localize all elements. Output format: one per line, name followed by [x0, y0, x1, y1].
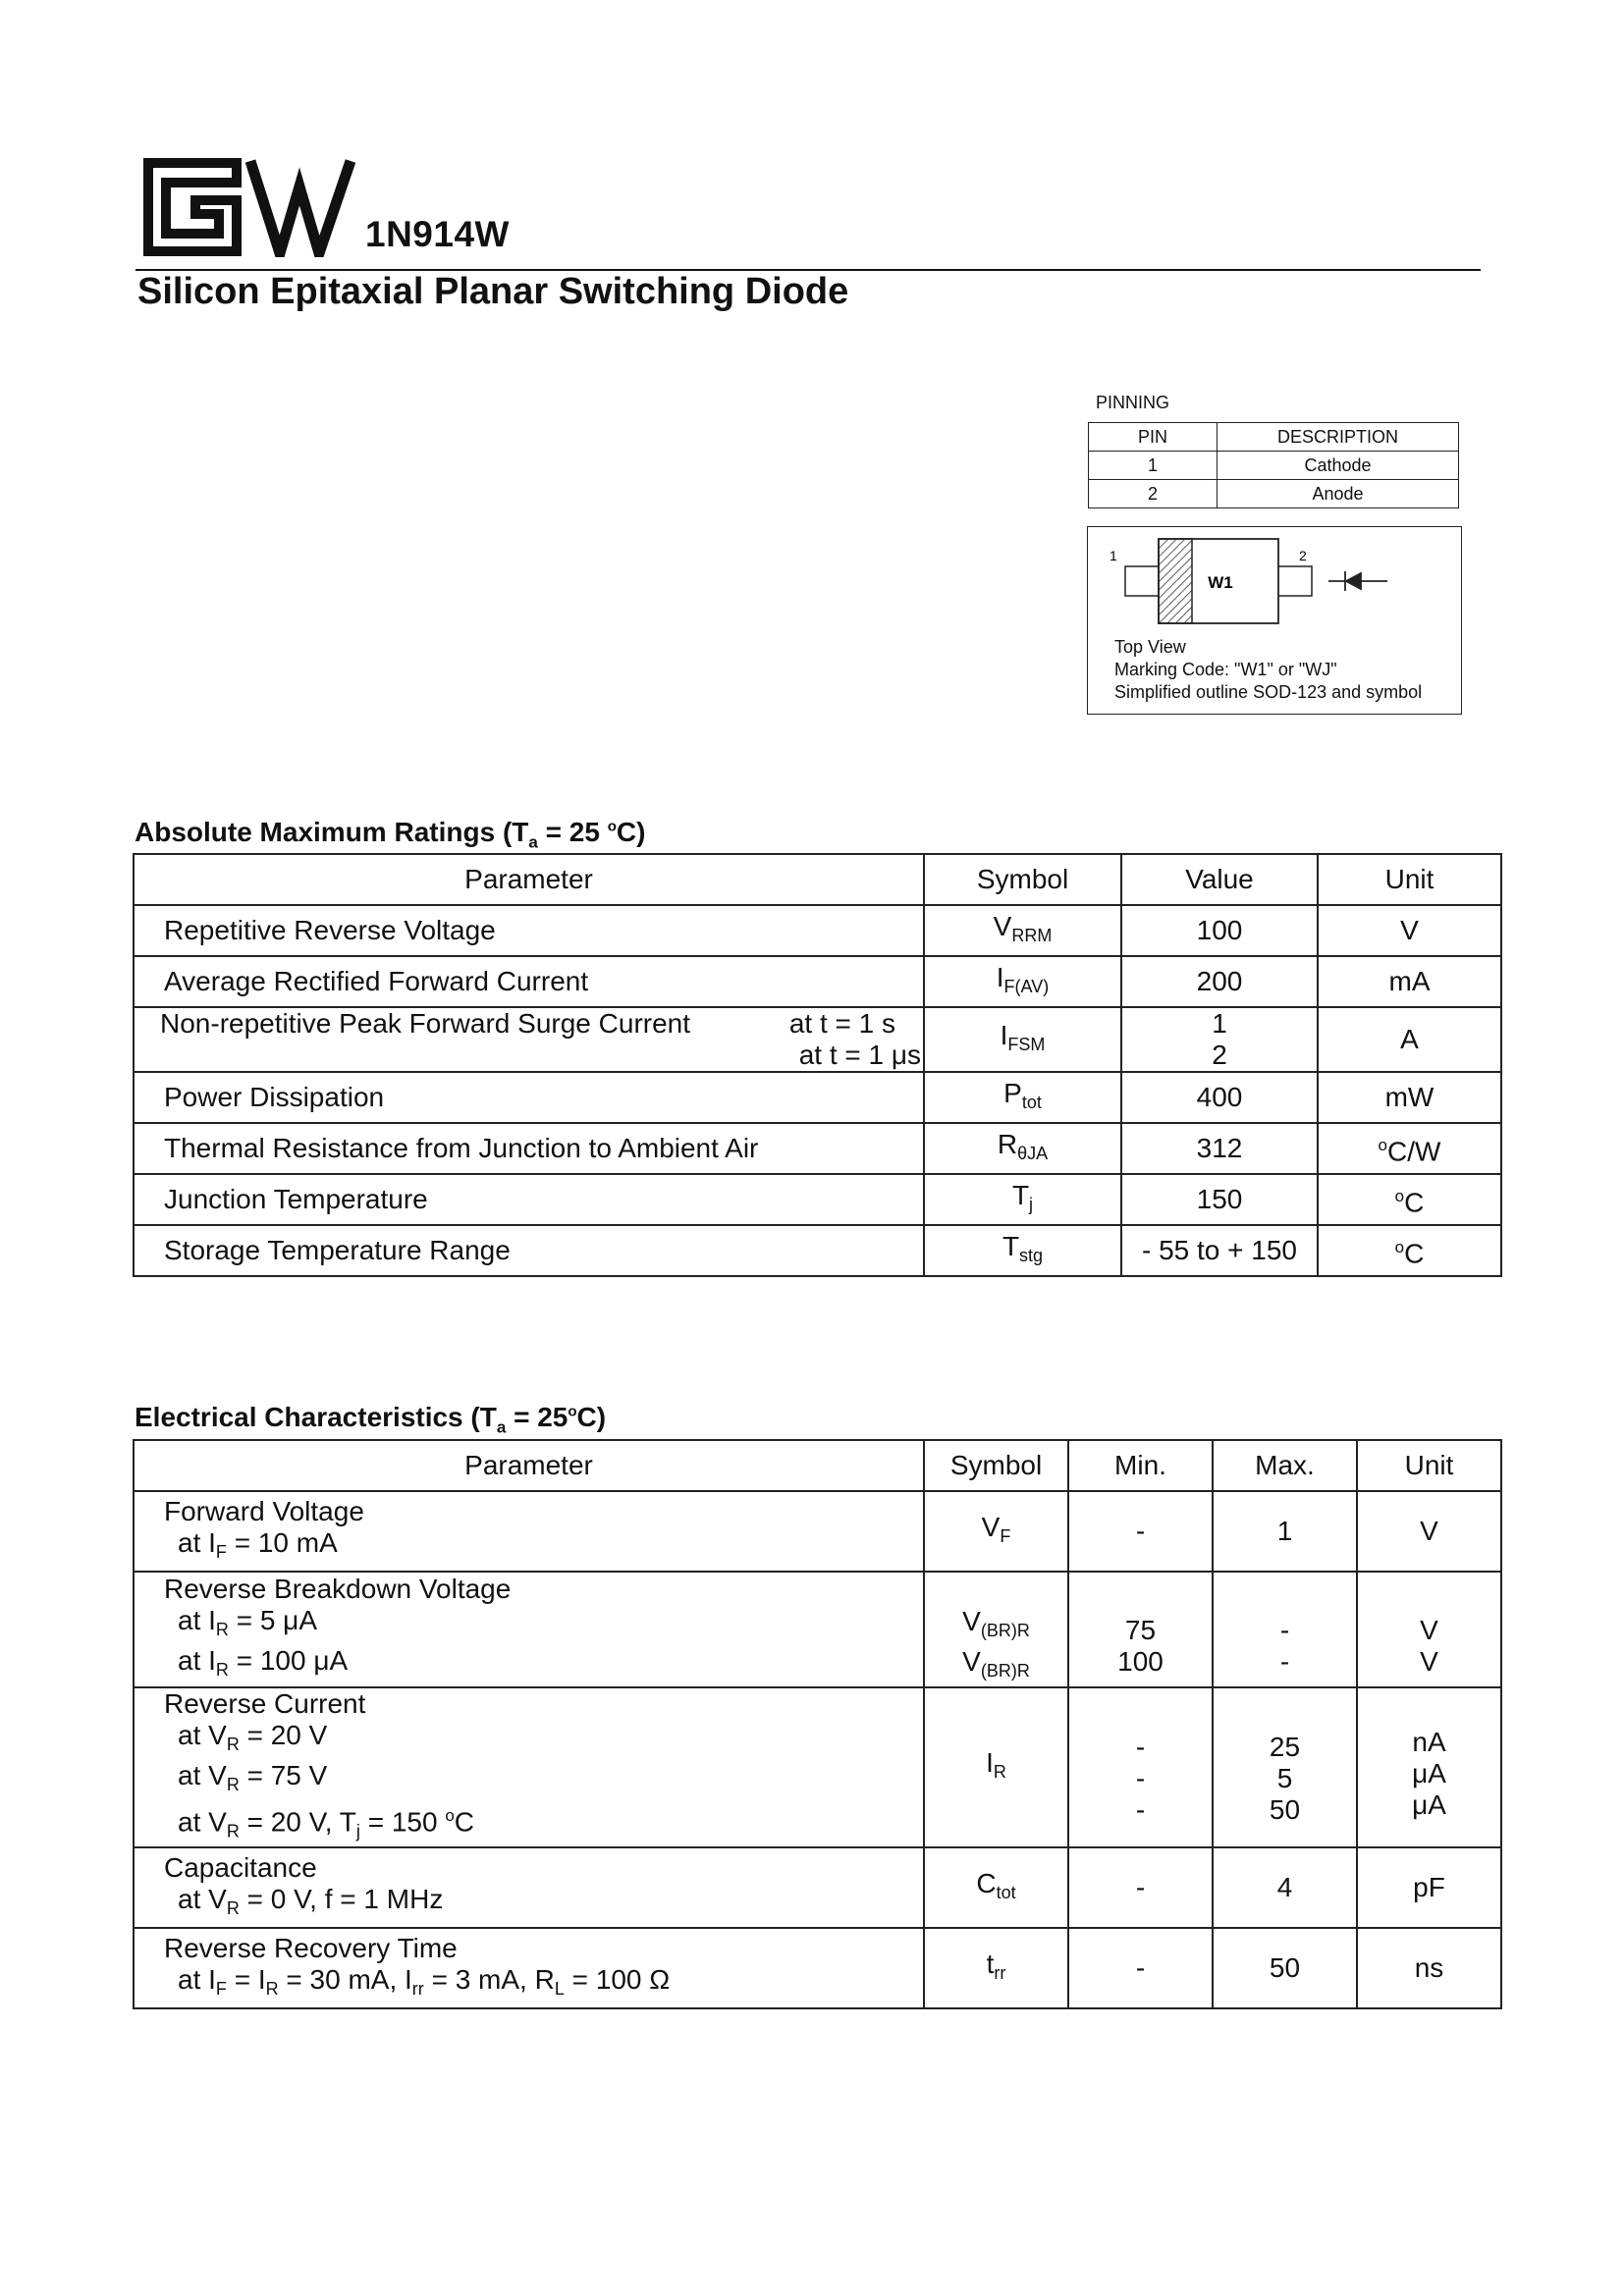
amr-table: [133, 853, 1502, 1277]
pin-header: PIN: [1089, 423, 1218, 452]
symbol-cell: $C_{tot}$: [924, 1847, 1068, 1928]
unit-cell: $^o$C: [1318, 1225, 1501, 1276]
table-row: [134, 1072, 1501, 1123]
col-header: Parameter: [134, 1440, 924, 1491]
table-row: [134, 1687, 1501, 1847]
unit-cell: V V: [1357, 1572, 1501, 1687]
param-cell: Forward Voltage at $I_F = 10$ mA: [134, 1491, 924, 1572]
table-row: [134, 1007, 1501, 1072]
symbol-cell: $V_{RRM}$: [924, 905, 1121, 956]
amr-title: Absolute Maximum Ratings ($T_a = 25$ $^o$C): [135, 817, 646, 852]
param-cell: Storage Temperature Range: [134, 1225, 924, 1276]
unit-cell: V: [1318, 905, 1501, 956]
pin2-number: 2: [1299, 548, 1307, 563]
symbol-cell: $T_j$: [924, 1174, 1121, 1225]
amr-header-row: [134, 854, 1501, 905]
max-cell: 25 5 50: [1213, 1687, 1357, 1847]
max-cell: - -: [1213, 1572, 1357, 1687]
table-row: [134, 1847, 1501, 1928]
pin1-tab: [1125, 566, 1161, 596]
symbol-cell: $R_{\theta JA}$: [924, 1123, 1121, 1174]
top-view-label: Top View: [1114, 637, 1186, 657]
param-cell: Thermal Resistance from Junction to Ambient Air: [134, 1123, 924, 1174]
param-cell: Power Dissipation: [134, 1072, 924, 1123]
col-header: Unit: [1357, 1440, 1501, 1491]
symbol-cell: $I_{FSM}$: [924, 1007, 1121, 1072]
pinning-row: [1089, 480, 1459, 508]
value-cell: - 55 to + 150: [1121, 1225, 1318, 1276]
marking-code: W1: [1208, 573, 1233, 592]
min-cell: -: [1068, 1928, 1213, 2008]
unit-cell: nA μA μA: [1357, 1687, 1501, 1847]
value-cell: 150: [1121, 1174, 1318, 1225]
param-cell: Reverse Breakdown Voltage at $I_R = 5$ μA at $I_R = 100$ μA: [134, 1572, 924, 1687]
max-cell: 1: [1213, 1491, 1357, 1572]
marking-code-label: Marking Code: "W1" or "WJ": [1114, 660, 1337, 679]
param-cell: Reverse Current at $V_R = 20$ V at $V_R = 75$ V at $V_R = 20$ V, $T_j = 150$ $^o$C: [134, 1687, 924, 1847]
param-cell: Non-repetitive Peak Forward Surge Current at t = 1 s at t = 1 μs: [134, 1007, 924, 1072]
table-row: [134, 905, 1501, 956]
table-row: [134, 1225, 1501, 1276]
cathode-band: [1159, 539, 1192, 623]
col-header: Max.: [1213, 1440, 1357, 1491]
diode-symbol-icon: [1328, 571, 1387, 591]
param-cell: Repetitive Reverse Voltage: [134, 905, 924, 956]
value-cell: 312: [1121, 1123, 1318, 1174]
description-header: DESCRIPTION: [1218, 423, 1459, 452]
symbol-cell: $t_{rr}$: [924, 1928, 1068, 2008]
outline-label: Simplified outline SOD-123 and symbol: [1114, 682, 1423, 702]
unit-cell: $^o$C: [1318, 1174, 1501, 1225]
pin-number: 1: [1089, 452, 1218, 480]
param-cell: Capacitance at $V_R = 0$ V, f = 1 MHz: [134, 1847, 924, 1928]
col-header: Symbol: [924, 1440, 1068, 1491]
pin1-number: 1: [1110, 548, 1117, 563]
min-cell: -: [1068, 1847, 1213, 1928]
ec-title: Electrical Characteristics $(T_a = 25^oC)$: [135, 1402, 607, 1437]
table-row: [134, 1572, 1501, 1687]
value-cell: 200: [1121, 956, 1318, 1007]
param-cell: Junction Temperature: [134, 1174, 924, 1225]
unit-cell: V: [1357, 1491, 1501, 1572]
value-cell: 400: [1121, 1072, 1318, 1123]
gw-logo: [142, 157, 358, 257]
outline-caption: [1114, 636, 1422, 704]
pinning-table: [1088, 422, 1459, 508]
unit-cell: mW: [1318, 1072, 1501, 1123]
page-subtitle: Silicon Epitaxial Planar Switching Diode: [137, 271, 849, 312]
pin2-tab: [1276, 566, 1312, 596]
col-header: Min.: [1068, 1440, 1213, 1491]
unit-cell: $^o$C/W: [1318, 1123, 1501, 1174]
min-cell: 75 100: [1068, 1572, 1213, 1687]
param-cell: Reverse Recovery Time at $I_F = I_R = 30$ mA, $I_{rr} = 3$ mA, $R_L = 100$ Ω: [134, 1928, 924, 2008]
ec-table: [133, 1439, 1502, 2009]
pin-description: Anode: [1218, 480, 1459, 508]
col-header: Parameter: [134, 854, 924, 905]
unit-cell: pF: [1357, 1847, 1501, 1928]
symbol-cell: $P_{tot}$: [924, 1072, 1121, 1123]
pin-description: Cathode: [1218, 452, 1459, 480]
param-cell: Average Rectified Forward Current: [134, 956, 924, 1007]
symbol-cell: $I_R$: [924, 1687, 1068, 1847]
symbol-cell: $V_{(BR)R}$ $V_{(BR)R}$: [924, 1572, 1068, 1687]
table-row: [134, 1174, 1501, 1225]
part-number: 1N914W: [365, 214, 510, 254]
max-cell: 4: [1213, 1847, 1357, 1928]
col-header: Unit: [1318, 854, 1501, 905]
min-cell: - - -: [1068, 1687, 1213, 1847]
min-cell: -: [1068, 1491, 1213, 1572]
symbol-cell: $T_{stg}$: [924, 1225, 1121, 1276]
table-row: [134, 1123, 1501, 1174]
ec-header-row: [134, 1440, 1501, 1491]
pin-number: 2: [1089, 480, 1218, 508]
max-cell: 50: [1213, 1928, 1357, 2008]
symbol-cell: $I_{F(AV)}$: [924, 956, 1121, 1007]
unit-cell: mA: [1318, 956, 1501, 1007]
unit-cell: ns: [1357, 1928, 1501, 2008]
table-row: [134, 956, 1501, 1007]
col-header: Value: [1121, 854, 1318, 905]
value-cell: 1 2: [1121, 1007, 1318, 1072]
table-row: [134, 1928, 1501, 2008]
pinning-row: [1089, 452, 1459, 480]
col-header: Symbol: [924, 854, 1121, 905]
symbol-cell: $V_F$: [924, 1491, 1068, 1572]
value-cell: 100: [1121, 905, 1318, 956]
table-row: [134, 1491, 1501, 1572]
pinning-header-row: [1089, 423, 1459, 452]
pinning-label: PINNING: [1096, 393, 1170, 412]
unit-cell: A: [1318, 1007, 1501, 1072]
